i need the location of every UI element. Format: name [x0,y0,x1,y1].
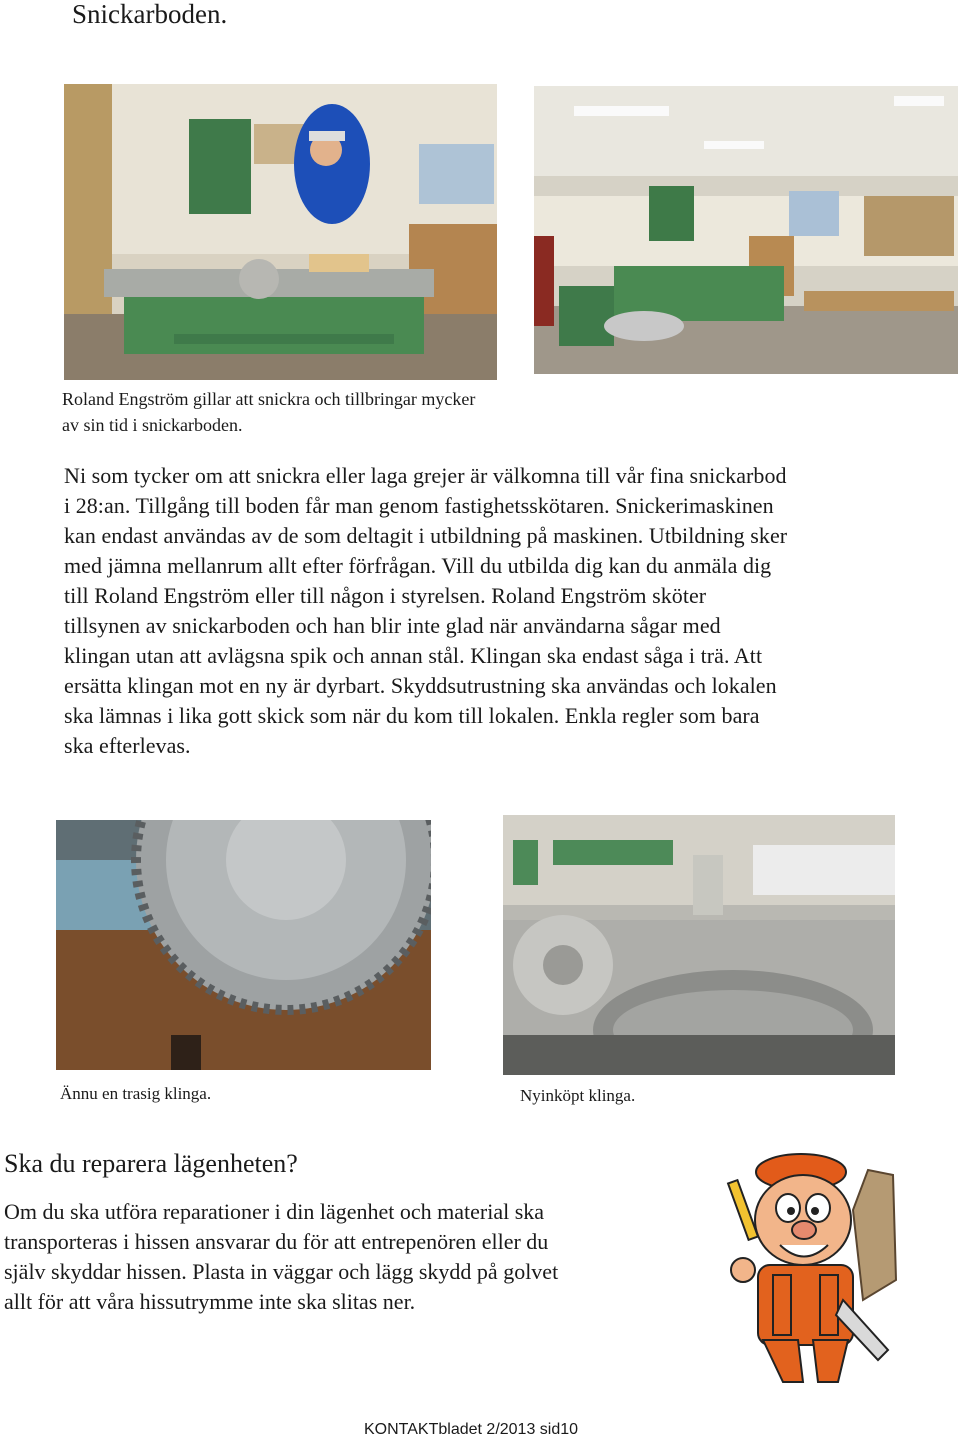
body-line: ska efterlevas. [64,733,191,758]
new-blade-photo-image [503,815,895,1075]
repair-line: själv skyddar hissen. Plasta in väggar och lägg skydd på golvet [4,1259,559,1284]
body-line: ersätta klingan mot en ny är dyrbart. Skyddsutrustning ska användas och lokalen [64,673,777,698]
roland-photo-image [64,84,497,380]
page-footer: KONTAKTbladet 2/2013 sid10 [364,1421,579,1438]
body-line: Ni som tycker om att snickra eller laga grejer är välkomna till vår fina snickarbod [64,463,787,488]
photo-caption-new: Nyinköpt klinga. [520,1086,636,1105]
body-line: kan endast användas av de som deltagit i utbildning på maskinen. Utbildning sker [64,523,788,548]
workshop-photo [534,86,958,374]
broken-blade-photo-image [56,820,431,1070]
photo-caption-broken: Ännu en trasig klinga. [60,1084,212,1103]
section-heading: Ska du reparera lägenheten? [4,1149,298,1178]
repair-paragraph [4,1197,694,1317]
repair-line: Om du ska utföra reparationer i din lägenhet och material ska [4,1199,545,1224]
body-line: ska lämnas i lika gott skick som när du kom till lokalen. Enkla regler som bara [64,703,760,728]
repair-line: transporteras i hissen ansvarar du för att entrepenören eller du [4,1229,549,1254]
repair-line: allt för att våra hissutrymme inte ska slitas ner. [4,1289,416,1314]
page-title: Snickarboden. [72,0,228,29]
body-paragraph [64,461,934,761]
body-line: till Roland Engström eller till någon i styrelsen. Roland Engström sköter [64,583,707,608]
body-line: tillsynen av snickarboden och han blir inte glad när användarna sågar med [64,613,721,638]
photo-caption-roland: Roland Engström gillar att snickra och tillbringar mycker av sin tid i snickarboden. [62,389,476,435]
roland-photo [64,84,497,380]
body-line: klingan utan att avlägsna spik och annan stål. Klingan ska endast såga i trä. Att [64,643,763,668]
body-line: med jämna mellanrum allt efter förfrågan. Vill du utbilda dig kan du anmäla dig [64,553,772,578]
workshop-photo-image [534,86,958,374]
broken-blade-photo [56,820,431,1070]
body-line: i 28:an. Tillgång till boden får man genom fastighetsskötaren. Snickerimaskinen [64,493,774,518]
carpenter-cartoon [718,1150,908,1385]
carpenter-cartoon-image [718,1150,908,1385]
new-blade-photo [503,815,895,1075]
